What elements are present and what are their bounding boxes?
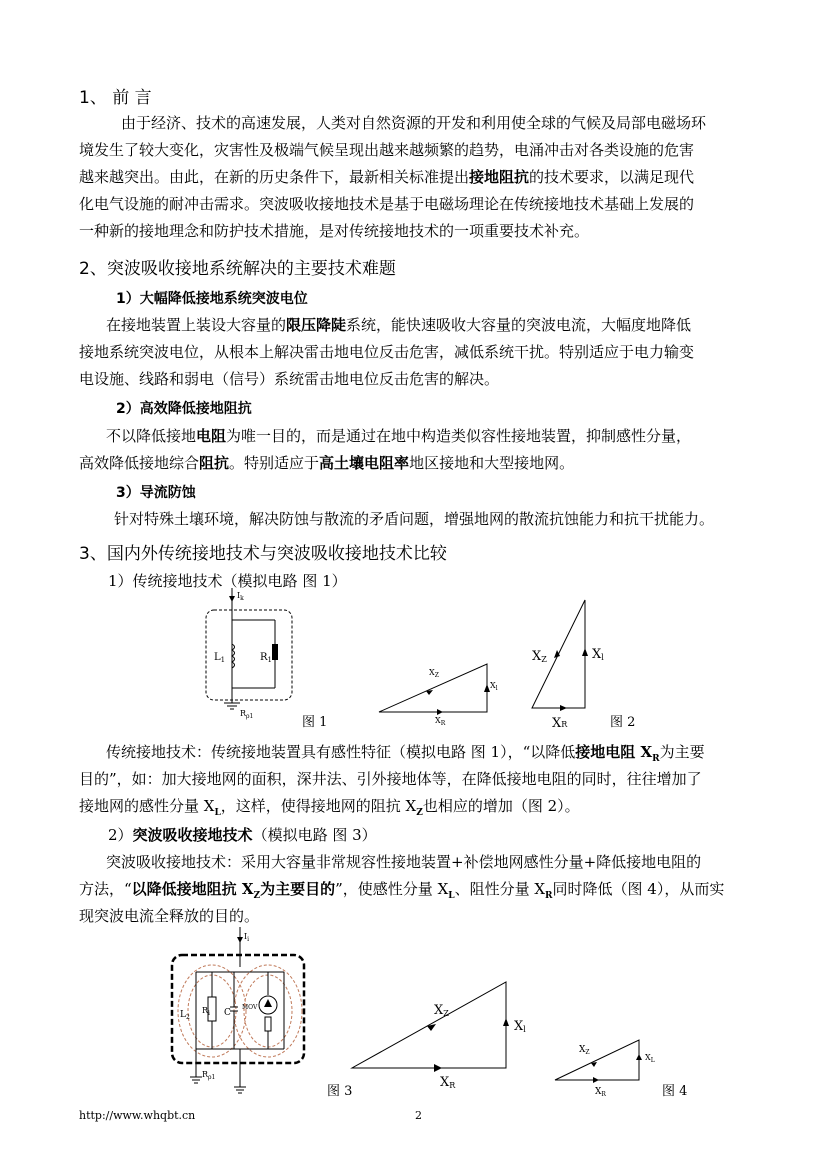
s2-p2-key-1: 电阻 <box>196 427 227 445</box>
s3-sub-2 <box>108 823 377 847</box>
s2-p3: 针对特殊土壤环境，解决防蚀与散流的矛盾问题，增强地网的散流抗蚀能力和抗干扰能力。 <box>114 510 715 528</box>
fig3-xr-label: XR <box>440 1075 456 1090</box>
section-3-heading: 3、国内外传统接地技术与突波吸收接地技术比较 <box>79 544 447 564</box>
tri1-xl-label: $X_l$ <box>490 681 498 692</box>
s2-p2-text-b: 为唯一目的，而是通过在地中构造类似容性接地装置，抑制感性分量， <box>226 427 692 445</box>
fig3-xz-label: XZ <box>434 1003 449 1018</box>
s3-p2-text-b: ”，使感性分量 X <box>335 880 449 898</box>
figure-2-triangle <box>530 598 604 710</box>
fig4-xr-label: $X_R$ <box>595 1087 606 1098</box>
s2-p1-key: 限压降陡 <box>286 316 347 334</box>
fig3-current-label: $I_i$ <box>244 932 250 943</box>
s3-p1-text-a: 传统接地技术：传统接地装置具有感性特征（模拟电路 图 1），“以降低 <box>106 743 576 761</box>
s3-p2-key-b: 为主要目的 <box>260 880 336 898</box>
fig3-xl-label: Xl <box>514 1019 526 1034</box>
s3-sub-2-title: 突波吸收接地技术 <box>132 826 253 844</box>
s3-p1-text-c: 接地网的感性分量 X <box>79 797 215 815</box>
s3-p2-line-1: 突波吸收接地技术：采用大容量非常规容性接地装置+补偿地网感性分量+降低接地电阻的 <box>106 853 702 871</box>
s2-p2-text-a: 不以降低接地 <box>106 427 197 445</box>
figure-2-label: 图 2 <box>610 715 636 730</box>
figure-1-circuit <box>200 588 305 723</box>
current-arrow-icon <box>229 596 235 602</box>
fig1-resistor-label: $R_1$ <box>260 652 272 664</box>
s2-p1-line-1 <box>106 313 691 337</box>
tri1-xr-label: $X_R$ <box>435 716 446 727</box>
s2-p2-line-1 <box>106 424 691 448</box>
s3-p1-key-sub: R <box>652 754 660 764</box>
s2-p2-key-3: 高土壤电阻率 <box>319 454 410 472</box>
s2-p2-key-2: 阻抗 <box>199 454 230 472</box>
s2-p1-line-3: 电设施、线路和弱电（信号）系统雷击地电位反击危害的解决。 <box>79 370 500 388</box>
impedance-triangle-3 <box>348 978 548 1088</box>
s2-p2-text-e: 地区接地和大型接地网。 <box>409 454 575 472</box>
fig3-resistor <box>208 997 216 1021</box>
s1-line-3 <box>79 165 694 189</box>
fig3-mov-label: MOV <box>242 1004 258 1011</box>
section-1-heading: 1、 前 言 <box>79 88 152 108</box>
s3-p2-key-a: 以降低接地阻抗 X <box>131 880 254 898</box>
s3-p1-text-b: 为主要 <box>659 743 705 761</box>
s3-p2-xl-sub: L <box>448 891 455 901</box>
s3-p1-xz-sub: Z <box>416 808 423 818</box>
s2-p2-text-c: 高效降低接地综合 <box>79 454 200 472</box>
fig1-ground-label: $R_{\rho 1}$ <box>240 709 254 720</box>
fig4-xl-label: $X_L$ <box>645 1053 655 1064</box>
s3-p1-xl-sub: L <box>214 808 221 818</box>
current-arrow-icon <box>237 937 243 943</box>
fig3-ground-label: $R_{\rho 1}$ <box>202 1070 216 1081</box>
s3-p2-text-d: 同时降低（图 4），从而实 <box>552 880 725 898</box>
fig1-inductor-label: $L_1$ <box>214 652 226 664</box>
fig1-current-label: $I_k$ <box>237 591 244 602</box>
s2-sub-3: 3）导流防蚀 <box>116 485 196 501</box>
fig2-xz-label: XZ <box>532 649 547 664</box>
figure-3-label: 图 3 <box>327 1084 353 1099</box>
figure-4-label: 图 4 <box>662 1084 688 1099</box>
fig3-cap-label: C <box>224 1008 231 1018</box>
s2-p2-text-d: 。特别适应于 <box>229 454 320 472</box>
s2-p1-line-2: 接地系统突波电位，从根本上解决雷击地电位反击危害，减低系统干扰。特别适应于电力输变 <box>79 343 695 361</box>
s2-p1-text-b: 系统，能快速吸收大容量的突波电流，大幅度地降低 <box>346 316 692 334</box>
fig2-xl-label: Xl <box>592 647 604 662</box>
figure-1-label: 图 1 <box>302 715 328 730</box>
s3-sub-2-num: 2） <box>108 826 133 844</box>
fig3-resistor-label: $R_i$ <box>202 1006 210 1017</box>
s3-p1-line-3 <box>79 794 580 825</box>
s1-line-1: 由于经济、技术的高速发展，人类对自然资源的开发和利用使全球的气候及局部电磁场环 <box>121 114 707 132</box>
figure-3-circuit <box>168 927 308 1102</box>
fig1-resistor <box>272 644 278 660</box>
s2-sub-2: 2）高效降低接地阻抗 <box>116 401 252 417</box>
fig2-xr-label: XR <box>552 716 568 731</box>
impedance-triangle-1 <box>377 662 498 727</box>
s3-p1-text-e: 也相应的增加（图 2）。 <box>422 797 580 815</box>
section-2-heading: 2、突波吸收接地系统解决的主要技术难题 <box>79 259 396 279</box>
s3-p2-text-c: 、阻性分量 X <box>454 880 546 898</box>
s3-p1-key: 接地电阻 X <box>575 743 653 761</box>
page-number: 2 <box>415 1109 422 1122</box>
s1-key-term: 接地阻抗 <box>469 168 530 186</box>
s3-sub-2-tail: （模拟电路 图 3） <box>252 826 377 844</box>
fig3-inductor-label: $L_2$ <box>180 1010 190 1021</box>
figure-4-triangle <box>553 1036 663 1098</box>
fig4-xz-label: $X_Z$ <box>579 1045 590 1056</box>
s3-p2-line-3: 现突波电流全释放的目的。 <box>79 907 260 925</box>
s3-p2-text-a: 方法，“ <box>79 880 132 898</box>
s2-p1-text-a: 在接地装置上装设大容量的 <box>106 316 287 334</box>
s1-line-3-text: 越来越突出。由此，在新的历史条件下，最新相关标准提出 <box>79 168 470 186</box>
s3-p2-xz-sub: Z <box>253 891 261 901</box>
s3-p1-line-2: 目的”，如：加大接地网的面积，深井法、引外接地体等，在降低接地电阻的同时，往往增加了 <box>79 770 702 788</box>
s2-sub-1: 1）大幅降低接地系统突波电位 <box>116 291 308 307</box>
s1-line-3-tail: 的技术要求，以满足现代 <box>529 168 695 186</box>
s1-line-5: 一种新的接地理念和防护技术措施，是对传统接地技术的一项重要技术补充。 <box>79 222 590 240</box>
footer-url[interactable]: http://www.whqbt.cn <box>79 1109 196 1122</box>
tri1-xz-label: $X_Z$ <box>429 668 439 679</box>
s1-line-2: 境发生了较大变化，灾害性及极端气候呈现出越来越频繁的趋势，电涌冲击对各类设施的危害 <box>79 141 695 159</box>
s3-sub-1: 1）传统接地技术（模拟电路 图 1） <box>108 572 347 590</box>
s3-p2-xr-sub: R <box>545 891 553 901</box>
s2-p2-line-2 <box>79 451 574 475</box>
s1-line-4: 化电气设施的耐冲击需求。突波吸收接地技术是基于电磁场理论在传统接地技术基础上发展的 <box>79 195 695 213</box>
s3-p1-text-d: ，这样，使得接地网的阻抗 X <box>220 797 417 815</box>
